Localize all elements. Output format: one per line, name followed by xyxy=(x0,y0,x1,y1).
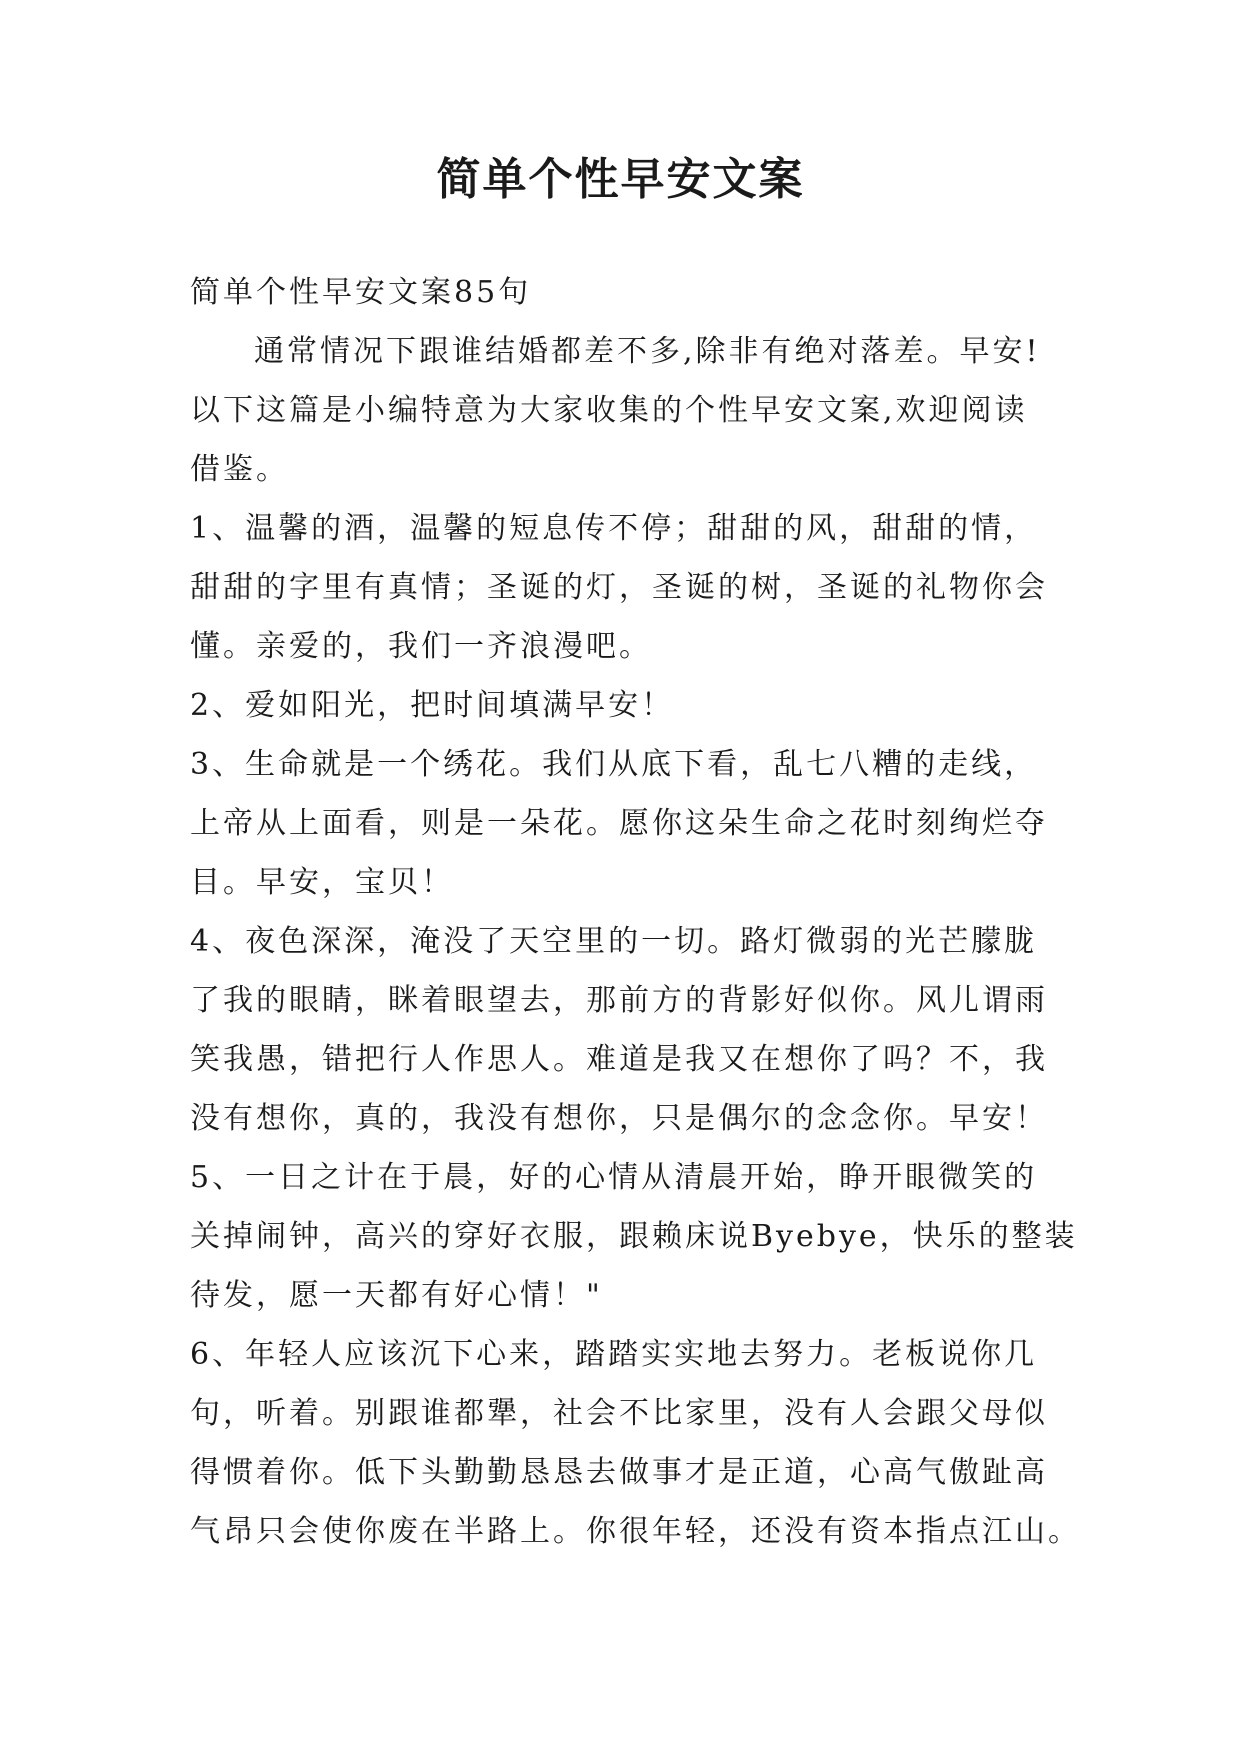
text-line: 6、年轻人应该沉下心来，踏踏实实地去努力。老板说你几 xyxy=(190,1337,1038,1372)
text-line: 懂。亲爱的，我们一齐浪漫吧。 xyxy=(190,629,652,664)
document-body xyxy=(190,263,1081,1561)
intro-line: 以下这篇是小编特意为大家收集的个性早安文案,欢迎阅读 xyxy=(190,393,1028,428)
text-line: 了我的眼睛，眯着眼望去，那前方的背影好似你。风儿谓雨 xyxy=(190,983,1048,1018)
document-title: 简单个性早安文案 xyxy=(436,154,805,205)
intro-line: 借鉴。 xyxy=(190,452,289,487)
text-line: 2、爱如阳光，把时间填满早安！ xyxy=(190,688,675,723)
text-line: 关掉闹钟，高兴的穿好衣服，跟赖床说Byebye，快乐的整装 xyxy=(190,1219,1078,1254)
text-line: 甜甜的字里有真情；圣诞的灯，圣诞的树，圣诞的礼物你会 xyxy=(190,570,1048,605)
text-line: 笑我愚，错把行人作思人。难道是我又在想你了吗？不，我 xyxy=(190,1042,1048,1077)
intro-line: 通常情况下跟谁结婚都差不多,除非有绝对落差。早安! xyxy=(254,334,1041,369)
text-line: 得惯着你。低下头勤勤恳恳去做事才是正道，心高气傲趾高 xyxy=(190,1455,1048,1490)
text-line: 待发，愿一天都有好心情！" xyxy=(190,1278,603,1313)
text-line: 目。早安，宝贝！ xyxy=(190,865,454,900)
text-line: 5、一日之计在于晨，好的心情从清晨开始，睁开眼微笑的 xyxy=(190,1160,1038,1195)
text-line: 1、温馨的酒，温馨的短息传不停；甜甜的风，甜甜的情， xyxy=(190,511,1038,546)
text-line: 上帝从上面看，则是一朵花。愿你这朵生命之花时刻绚烂夺 xyxy=(190,806,1048,841)
text-line: 4、夜色深深，淹没了天空里的一切。路灯微弱的光芒朦胧 xyxy=(190,924,1038,959)
text-line: 3、生命就是一个绣花。我们从底下看，乱七八糟的走线， xyxy=(190,747,1038,782)
text-line: 句，听着。别跟谁都犟，社会不比家里，没有人会跟父母似 xyxy=(190,1396,1048,1431)
text-line: 没有想你，真的，我没有想你，只是偶尔的念念你。早安！ xyxy=(190,1101,1048,1136)
text-line: 气昂只会使你废在半路上。你很年轻，还没有资本指点江山。 xyxy=(190,1514,1081,1549)
subtitle-line: 简单个性早安文案85句 xyxy=(190,275,532,310)
